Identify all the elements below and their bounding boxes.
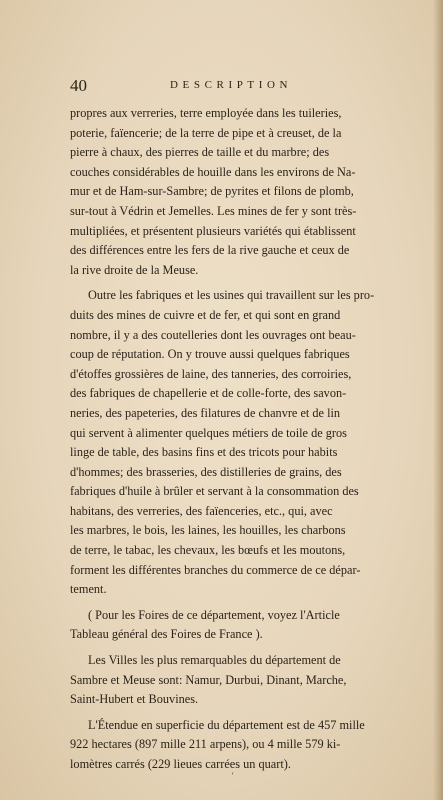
- text-line: les marbres, le bois, les laines, les houilles, les charbons: [70, 523, 346, 538]
- text-line: multipliées, et présentent plusieurs variétés qui établissent: [70, 223, 356, 238]
- text-line: habitans, des verreries, des faïenceries, etc., qui, avec: [70, 503, 333, 518]
- text-line: nombre, il y a des coutelleries dont les ouvrages ont beau-: [70, 327, 356, 342]
- page-number: 40: [70, 76, 87, 95]
- text-line: ( Pour les Foires de ce département, voyez l'Article: [88, 607, 340, 622]
- text-line: lomètres carrés (229 lieues carrées un quart).: [70, 757, 291, 771]
- text-line: mur et de Ham-sur-Sambre; de pyrites et filons de plomb,: [70, 184, 354, 199]
- text-line: Sambre et Meuse sont: Namur, Durbui, Dinant, Marche,: [70, 672, 347, 687]
- text-line: d'hommes; des brasseries, des distilleries de grains, des: [70, 464, 342, 479]
- text-line: Les Villes les plus remarquables du département de: [88, 653, 341, 668]
- text-line: forment les différentes branches du commerce de ce dépar-: [70, 562, 361, 577]
- text-line: L'Étendue en superficie du département est de 457 mille: [88, 717, 365, 732]
- text-line: couches considérables de houille dans les environs de Na-: [70, 164, 356, 179]
- running-title: DESCRIPTION: [170, 79, 293, 91]
- text-line: des différences entre les fers de la rive gauche et ceux de: [70, 243, 350, 258]
- text-line: qui servent à alimenter quelques métiers de toile de gros: [70, 425, 347, 440]
- text-line: pierre à chaux, des pierres de taille et du marbre; des: [70, 145, 330, 160]
- text-line: Saint-Hubert et Bouvines.: [70, 692, 199, 707]
- body-text: [70, 104, 428, 775]
- text-line: Outre les fabriques et les usines qui travaillent sur les pro-: [88, 288, 375, 303]
- text-line: poterie, faïencerie; de la terre de pipe et à creuset, de la: [70, 125, 342, 140]
- text-line: d'étoffes grossières de laine, des tanneries, des corroiries,: [70, 366, 352, 381]
- text-line: duits des mines de cuivre et de fer, et qui sont en grand: [70, 307, 341, 322]
- page-binding-shadow: [433, 0, 443, 800]
- text-line: la rive droite de la Meuse.: [70, 262, 199, 277]
- text-line: tement.: [70, 582, 107, 597]
- text-line: Tableau général des Foires de France ).: [70, 627, 263, 642]
- text-line: linge de table, des basins fins et des tricots pour habits: [70, 445, 338, 460]
- text-line: coup de réputation. On y trouve aussi quelques fabriques: [70, 347, 350, 362]
- text-line: neries, des papeteries, des filatures de chanvre et de lin: [70, 405, 341, 420]
- page-header: [70, 76, 418, 96]
- text-line: propres aux verreries, terre employée dans les tuileries,: [70, 106, 342, 120]
- text-line: de terre, le tabac, les chevaux, les bœufs et les moutons,: [70, 543, 346, 558]
- text-line: sur-tout à Védrin et Jemelles. Les mines de fer y sont très-: [70, 203, 357, 218]
- text-line: 922 hectares (897 mille 211 arpens), ou 4 mille 579 ki-: [70, 737, 341, 752]
- text-line: fabriques d'huile à brûler et servant à la consommation des: [70, 484, 359, 499]
- page-mark: ʻ: [231, 772, 234, 782]
- text-line: des fabriques de chapellerie et de colle-forte, des savon-: [70, 386, 347, 401]
